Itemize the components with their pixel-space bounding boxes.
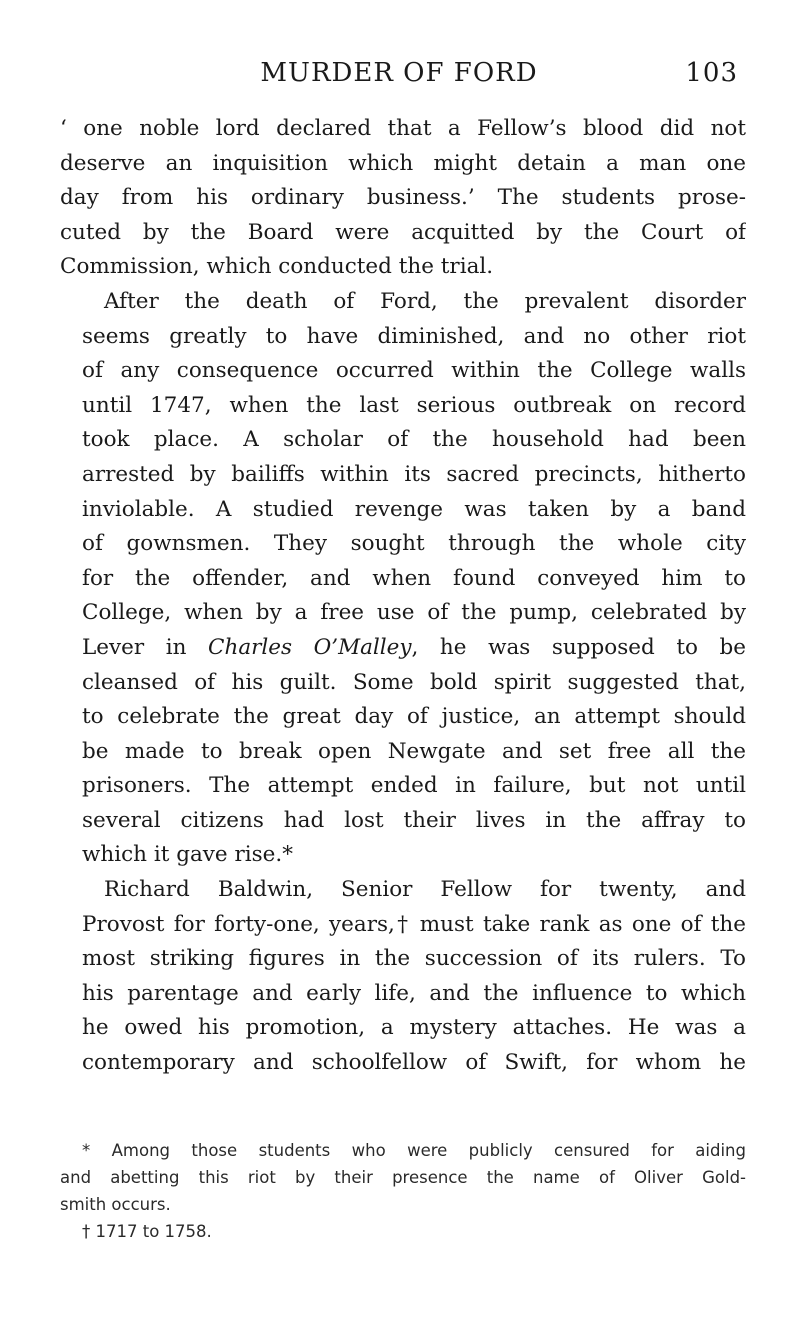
footnote-dagger [60, 1218, 746, 1245]
text-line: cleansed of his guilt. Some bold spirit suggested that, [82, 669, 746, 695]
text-line: to celebrate the great day of justice, an attempt should [82, 704, 746, 730]
page-number: 103 [685, 58, 738, 88]
text-line: of gownsmen. They sought through the whole city [82, 531, 746, 557]
footnote-line: and abetting this riot by their presence the name of Oliver Gold- [60, 1168, 746, 1187]
footnote-asterisk [60, 1137, 746, 1218]
italic-book-title: Charles O’Malley [208, 634, 412, 660]
running-title: MURDER OF FORD [260, 58, 538, 88]
text-line: inviolable. A studied revenge was taken by a band [82, 496, 746, 522]
text-line: contemporary and schoolfellow of Swift, for whom he [82, 1050, 746, 1076]
text-line: be made to break open Newgate and set free all the [82, 738, 746, 764]
footnotes [60, 1137, 746, 1245]
body-text [60, 112, 746, 1081]
text-line: several citizens had lost their lives in the affray to [82, 807, 746, 833]
text-fragment: Lever in [82, 634, 209, 660]
text-line: he owed his promotion, a mystery attaches. He was a [82, 1015, 746, 1041]
text-line-with-italic [60, 631, 746, 666]
text-line: until 1747, when the last serious outbreak on record [82, 392, 746, 418]
text-line: which it gave rise.* [82, 842, 293, 868]
text-line: deserve an inquisition which might detain a man one [60, 150, 746, 176]
text-line: Provost for forty-one, years,† must take rank as one of the [82, 911, 746, 937]
text-line: prisoners. The attempt ended in failure, but not until [82, 773, 746, 799]
text-fragment: , he was supposed to be [411, 634, 746, 660]
footnote-line: * Among those students who were publicly censured for aiding [82, 1141, 746, 1160]
text-line: ‘ one noble lord declared that a Fellow’s blood did not [60, 116, 746, 141]
text-line: of any consequence occurred within the College walls [82, 358, 746, 384]
text-line: most striking figures in the succession of its rulers. To [82, 946, 746, 972]
text-line: Commission, which conducted the trial. [60, 254, 494, 280]
text-line: cuted by the Board were acquitted by the Court of [60, 219, 746, 245]
text-line: his parentage and early life, and the influence to which [82, 980, 746, 1006]
running-head [60, 58, 738, 88]
text-line: Richard Baldwin, Senior Fellow for twenty, and [104, 877, 746, 903]
paragraph-3 [60, 873, 746, 1081]
text-line: arrested by bailiffs within its sacred precincts, hitherto [82, 461, 746, 487]
paragraph-2 [60, 285, 746, 873]
text-line: for the offender, and when found conveyed him to [82, 565, 746, 591]
text-line: day from his ordinary business.’ The students prose- [60, 185, 746, 211]
paragraph-1 [60, 112, 746, 285]
text-line: College, when by a free use of the pump, celebrated by [82, 600, 746, 626]
footnote-line: † 1717 to 1758. [82, 1222, 212, 1241]
text-line: seems greatly to have diminished, and no other riot [82, 323, 746, 349]
text-line: After the death of Ford, the prevalent disorder [104, 288, 746, 314]
text-line: took place. A scholar of the household had been [82, 427, 746, 453]
footnote-line: smith occurs. [60, 1195, 171, 1214]
